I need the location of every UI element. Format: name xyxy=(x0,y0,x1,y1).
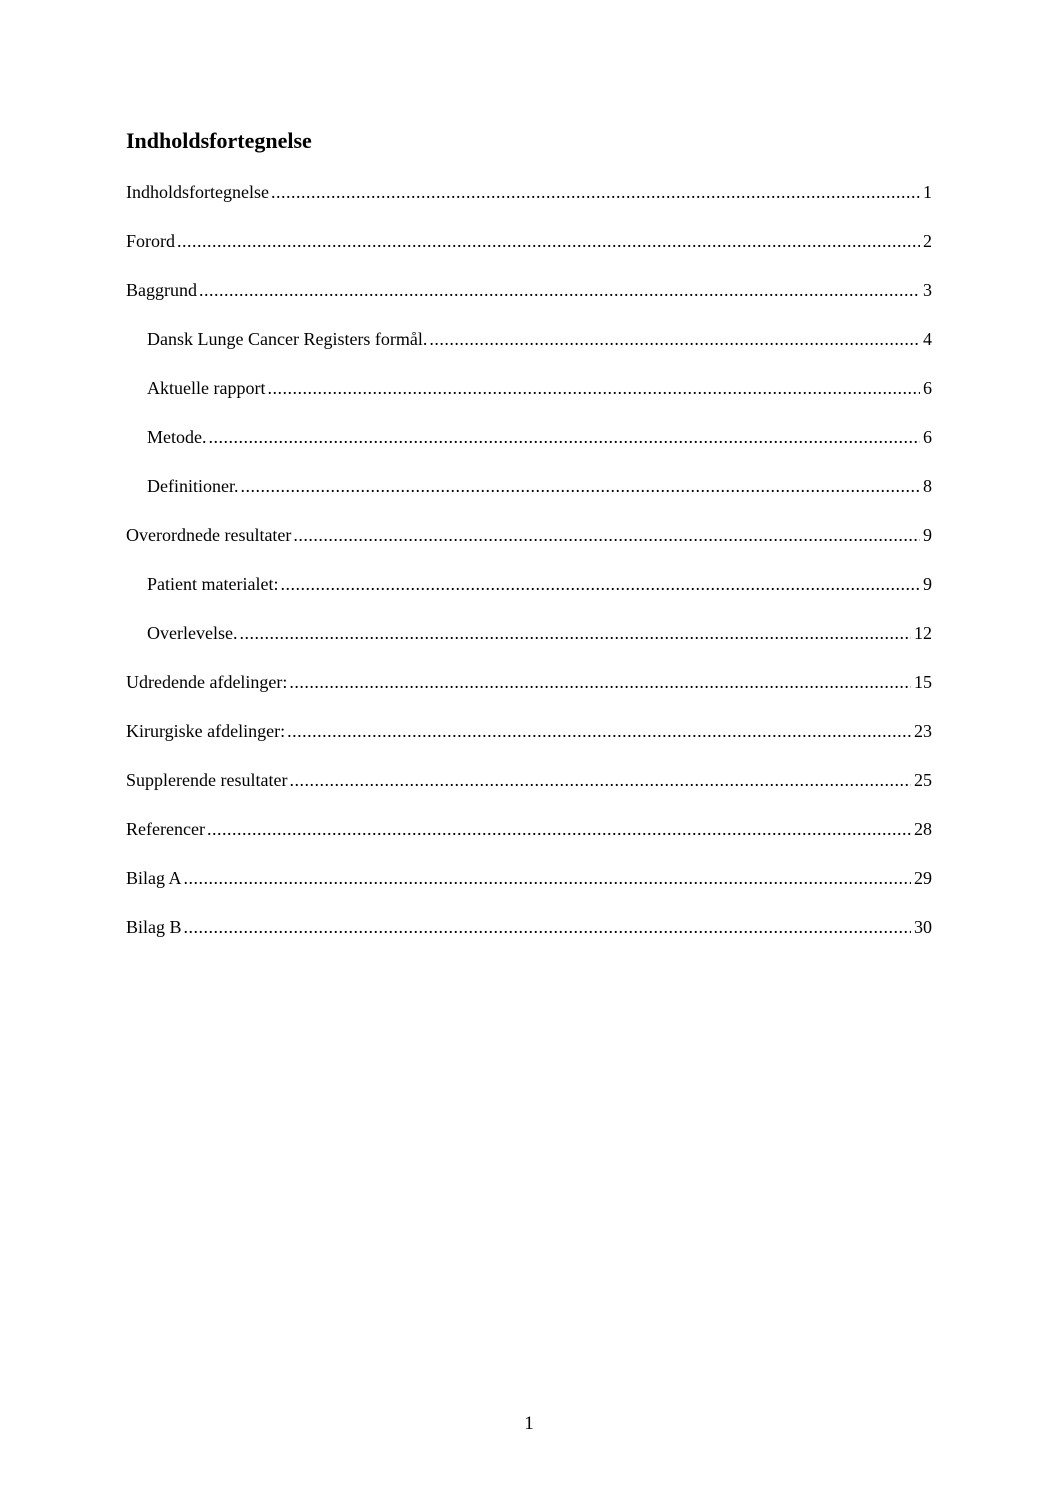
toc-dot-leader xyxy=(240,471,920,501)
toc-dot-leader xyxy=(280,569,920,599)
toc-entry-title: Metode. xyxy=(147,422,208,452)
toc-dot-leader xyxy=(199,275,920,305)
toc-entry-page: 3 xyxy=(923,280,932,300)
toc-entry-udredende-afdelinger[interactable] xyxy=(126,667,932,716)
toc-entry-forord[interactable] xyxy=(126,226,932,275)
toc-entry-title: Bilag B xyxy=(126,912,184,942)
toc-entry-title: Udredende afdelinger: xyxy=(126,667,289,697)
toc-entry-kirurgiske-afdelinger[interactable] xyxy=(126,716,932,765)
toc-entry-title: Bilag A xyxy=(126,863,184,893)
toc-dot-leader xyxy=(293,520,920,550)
toc-dot-leader xyxy=(271,177,920,207)
toc-entry-page: 6 xyxy=(923,427,932,447)
toc-entry-patient-materialet[interactable] xyxy=(126,569,932,618)
toc-entry-page: 6 xyxy=(923,378,932,398)
toc-entry-dlcr-formaal[interactable] xyxy=(126,324,932,373)
toc-list xyxy=(126,177,932,961)
toc-entry-title: Dansk Lunge Cancer Registers formål. xyxy=(147,324,429,354)
toc-entry-page: 15 xyxy=(914,672,932,692)
toc-entry-page: 9 xyxy=(923,574,932,594)
toc-entry-page: 23 xyxy=(914,721,932,741)
toc-dot-leader xyxy=(289,667,911,697)
toc-entry-title: Kirurgiske afdelinger: xyxy=(126,716,287,746)
toc-dot-leader xyxy=(207,814,911,844)
toc-entry-page: 2 xyxy=(923,231,932,251)
toc-entry-page: 28 xyxy=(914,819,932,839)
toc-entry-bilag-a[interactable] xyxy=(126,863,932,912)
page-number: 1 xyxy=(524,1413,534,1434)
toc-entry-title: Overordnede resultater xyxy=(126,520,293,550)
toc-dot-leader xyxy=(184,912,911,942)
toc-heading: Indholdsfortegnelse xyxy=(126,128,312,153)
toc-dot-leader xyxy=(429,324,920,354)
toc-entry-title: Indholdsfortegnelse xyxy=(126,177,271,207)
toc-entry-definitioner[interactable] xyxy=(126,471,932,520)
toc-entry-page: 4 xyxy=(923,329,932,349)
toc-dot-leader xyxy=(289,765,911,795)
toc-entry-title: Aktuelle rapport xyxy=(147,373,267,403)
toc-dot-leader xyxy=(184,863,911,893)
toc-entry-page: 8 xyxy=(923,476,932,496)
toc-entry-page: 25 xyxy=(914,770,932,790)
toc-entry-title: Baggrund xyxy=(126,275,199,305)
toc-entry-title: Referencer xyxy=(126,814,207,844)
toc-entry-title: Supplerende resultater xyxy=(126,765,289,795)
toc-dot-leader xyxy=(208,422,920,452)
toc-entry-overordnede-resultater[interactable] xyxy=(126,520,932,569)
toc-entry-page: 29 xyxy=(914,868,932,888)
toc-entry-metode[interactable] xyxy=(126,422,932,471)
toc-entry-page: 30 xyxy=(914,917,932,937)
toc-entry-page: 12 xyxy=(914,623,932,643)
toc-entry-referencer[interactable] xyxy=(126,814,932,863)
toc-entry-baggrund[interactable] xyxy=(126,275,932,324)
toc-dot-leader xyxy=(287,716,911,746)
toc-entry-title: Patient materialet: xyxy=(147,569,280,599)
toc-entry-supplerende-resultater[interactable] xyxy=(126,765,932,814)
toc-dot-leader xyxy=(239,618,911,648)
toc-entry-title: Definitioner. xyxy=(147,471,240,501)
toc-entry-overlevelse[interactable] xyxy=(126,618,932,667)
toc-entry-indholdsfortegnelse[interactable] xyxy=(126,177,932,226)
toc-entry-title: Forord xyxy=(126,226,177,256)
toc-entry-page: 1 xyxy=(923,182,932,202)
toc-entry-bilag-b[interactable] xyxy=(126,912,932,961)
toc-dot-leader xyxy=(267,373,920,403)
toc-entry-aktuelle-rapport[interactable] xyxy=(126,373,932,422)
toc-entry-title: Overlevelse. xyxy=(147,618,239,648)
toc-entry-page: 9 xyxy=(923,525,932,545)
toc-dot-leader xyxy=(177,226,920,256)
